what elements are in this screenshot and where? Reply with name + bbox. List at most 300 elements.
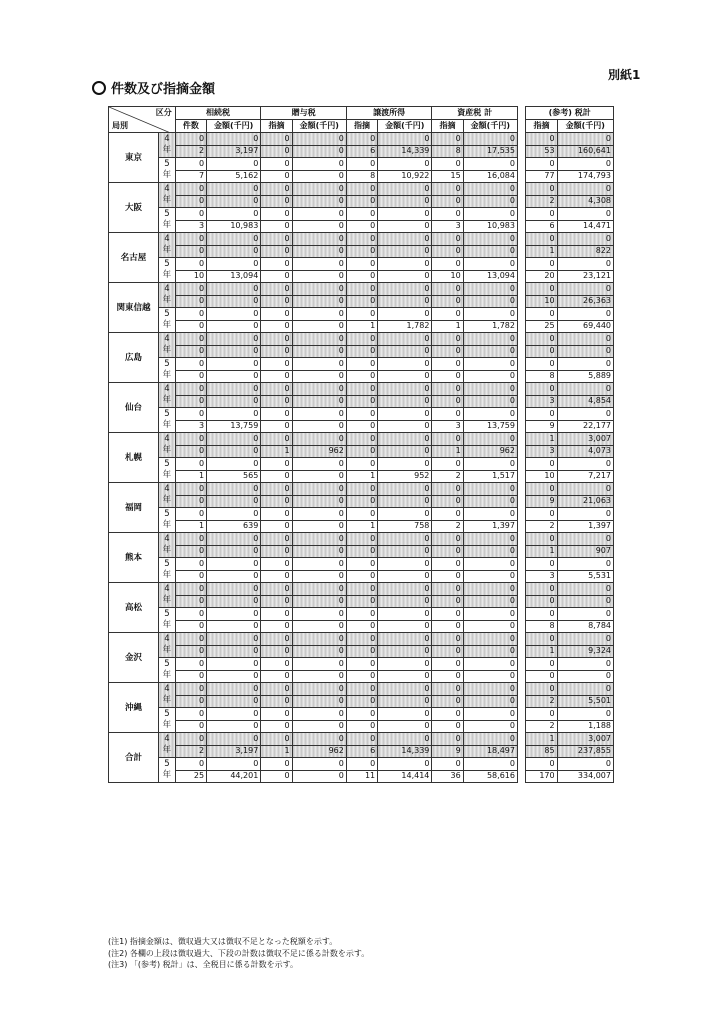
gap (517, 183, 525, 196)
amount-cell: 0 (207, 570, 261, 583)
count-cell: 0 (346, 208, 377, 221)
count-cell: 0 (526, 333, 557, 346)
count-cell: 0 (346, 245, 377, 258)
count-cell: 0 (526, 558, 557, 571)
count-cell: 0 (175, 633, 206, 646)
amount-cell: 0 (207, 133, 261, 146)
amount-cell: 0 (557, 708, 613, 721)
count-cell: 0 (175, 645, 206, 658)
count-cell: 0 (261, 233, 292, 246)
amount-cell: 0 (292, 345, 346, 358)
count-cell: 0 (346, 258, 377, 271)
count-cell: 0 (432, 533, 463, 546)
count-cell: 3 (526, 445, 557, 458)
amount-cell: 0 (378, 233, 432, 246)
amount-cell: 0 (292, 133, 346, 146)
table-row (109, 770, 614, 783)
year-5-label: 5 年 (159, 408, 176, 433)
table-row (109, 558, 614, 571)
table-row (109, 433, 614, 446)
amount-cell: 0 (463, 408, 517, 421)
amount-cell: 0 (378, 595, 432, 608)
count-cell: 0 (346, 558, 377, 571)
count-cell: 0 (261, 220, 292, 233)
count-cell: 0 (346, 570, 377, 583)
amount-cell: 0 (378, 395, 432, 408)
year-5-label: 5 年 (159, 708, 176, 733)
gap (517, 295, 525, 308)
count-cell: 0 (432, 333, 463, 346)
count-cell: 0 (346, 483, 377, 496)
gap (517, 620, 525, 633)
table-row (109, 195, 614, 208)
amount-cell: 0 (207, 283, 261, 296)
count-cell: 0 (432, 595, 463, 608)
amount-cell: 0 (463, 595, 517, 608)
amount-cell: 0 (207, 558, 261, 571)
count-cell: 0 (526, 208, 557, 221)
amount-cell: 0 (207, 633, 261, 646)
year-5-label: 5 年 (159, 658, 176, 683)
count-cell: 1 (175, 470, 206, 483)
count-cell: 0 (175, 733, 206, 746)
count-cell: 0 (261, 283, 292, 296)
amount-cell: 0 (292, 283, 346, 296)
amount-cell: 0 (292, 558, 346, 571)
table-row (109, 458, 614, 471)
table-row (109, 508, 614, 521)
amount-cell: 0 (378, 208, 432, 221)
count-cell: 0 (346, 583, 377, 596)
amount-cell: 0 (378, 195, 432, 208)
amount-cell: 0 (378, 645, 432, 658)
table-row (109, 370, 614, 383)
amount-cell: 0 (292, 758, 346, 771)
table-row (109, 220, 614, 233)
table-row (109, 495, 614, 508)
year-5-label: 5 年 (159, 558, 176, 583)
count-cell: 0 (175, 208, 206, 221)
count-cell: 0 (432, 570, 463, 583)
count-cell: 0 (261, 533, 292, 546)
count-cell: 25 (175, 770, 206, 783)
amount-cell: 0 (463, 658, 517, 671)
count-cell: 0 (346, 445, 377, 458)
count-cell: 0 (261, 308, 292, 321)
amount-cell: 0 (463, 633, 517, 646)
year-4-label: 4 年 (159, 383, 176, 408)
count-cell: 0 (261, 170, 292, 183)
amount-cell: 0 (207, 445, 261, 458)
amount-cell: 1,517 (463, 470, 517, 483)
count-cell: 1 (346, 470, 377, 483)
amount-cell: 0 (292, 470, 346, 483)
count-cell: 1 (526, 645, 557, 658)
amount-cell: 0 (557, 358, 613, 371)
amount-cell: 0 (557, 658, 613, 671)
count-cell: 0 (175, 658, 206, 671)
amount-cell: 10,983 (207, 220, 261, 233)
gap (517, 483, 525, 496)
note-line: (注1) 指摘金額は、徴収過大又は徴収不足となった税額を示す。 (108, 937, 338, 946)
count-cell: 2 (526, 520, 557, 533)
count-cell: 0 (526, 583, 557, 596)
amount-cell: 0 (207, 245, 261, 258)
count-cell: 8 (432, 145, 463, 158)
count-cell: 0 (261, 433, 292, 446)
count-cell: 0 (175, 570, 206, 583)
amount-cell: 0 (463, 495, 517, 508)
amount-cell: 0 (292, 508, 346, 521)
count-cell: 0 (346, 620, 377, 633)
count-cell: 0 (261, 733, 292, 746)
count-cell: 0 (432, 258, 463, 271)
gap (517, 345, 525, 358)
amount-cell: 0 (557, 383, 613, 396)
year-5-label: 5 年 (159, 608, 176, 633)
sub-header: 指摘 (432, 120, 463, 133)
count-cell: 15 (432, 170, 463, 183)
count-cell: 0 (346, 720, 377, 733)
amount-cell: 5,162 (207, 170, 261, 183)
amount-cell: 0 (463, 695, 517, 708)
count-cell: 0 (432, 358, 463, 371)
table-row (109, 720, 614, 733)
count-cell: 0 (526, 233, 557, 246)
amount-cell: 0 (463, 133, 517, 146)
amount-cell: 0 (292, 545, 346, 558)
amount-cell: 0 (378, 758, 432, 771)
amount-cell: 0 (463, 370, 517, 383)
amount-cell: 962 (463, 445, 517, 458)
count-cell: 0 (175, 408, 206, 421)
count-cell: 1 (526, 245, 557, 258)
amount-cell: 0 (557, 283, 613, 296)
count-cell: 0 (346, 595, 377, 608)
year-5-label: 5 年 (159, 758, 176, 783)
amount-cell: 0 (207, 708, 261, 721)
bureau-name: 広島 (109, 333, 159, 383)
table-row (109, 645, 614, 658)
amount-cell: 0 (207, 495, 261, 508)
count-cell: 0 (346, 645, 377, 658)
count-cell: 1 (526, 433, 557, 446)
count-cell: 0 (432, 483, 463, 496)
amount-cell: 0 (557, 158, 613, 171)
bureau-name: 関東信越 (109, 283, 159, 333)
count-cell: 0 (432, 620, 463, 633)
table-row (109, 583, 614, 596)
amount-cell: 8,784 (557, 620, 613, 633)
group-header: 譲渡所得 (346, 107, 432, 120)
count-cell: 0 (432, 308, 463, 321)
count-cell: 0 (261, 333, 292, 346)
audit-table (108, 106, 614, 783)
amount-cell: 0 (292, 183, 346, 196)
amount-cell: 0 (207, 370, 261, 383)
amount-cell: 0 (292, 583, 346, 596)
amount-cell: 0 (463, 245, 517, 258)
amount-cell: 0 (378, 295, 432, 308)
count-cell: 2 (175, 145, 206, 158)
count-cell: 0 (175, 308, 206, 321)
count-cell: 0 (432, 433, 463, 446)
amount-cell: 0 (292, 708, 346, 721)
count-cell: 0 (175, 445, 206, 458)
bureau-name: 合計 (109, 733, 159, 783)
amount-cell: 0 (378, 133, 432, 146)
count-cell: 10 (526, 470, 557, 483)
year-5-label: 5 年 (159, 158, 176, 183)
gap (517, 395, 525, 408)
year-4-label: 4 年 (159, 683, 176, 708)
amount-cell: 58,616 (463, 770, 517, 783)
amount-cell: 1,782 (463, 320, 517, 333)
count-cell: 0 (432, 545, 463, 558)
kubun-label: 区分 (155, 108, 172, 117)
amount-cell: 962 (292, 745, 346, 758)
amount-cell: 0 (463, 483, 517, 496)
amount-cell: 0 (378, 683, 432, 696)
amount-cell: 0 (378, 608, 432, 621)
gap (517, 283, 525, 296)
count-cell: 10 (432, 270, 463, 283)
table-row (109, 658, 614, 671)
amount-cell: 0 (292, 295, 346, 308)
year-5-label: 5 年 (159, 358, 176, 383)
count-cell: 36 (432, 770, 463, 783)
gap (517, 370, 525, 383)
amount-cell: 26,363 (557, 295, 613, 308)
count-cell: 170 (526, 770, 557, 783)
amount-cell: 0 (207, 758, 261, 771)
count-cell: 85 (526, 745, 557, 758)
amount-cell: 0 (463, 333, 517, 346)
count-cell: 8 (526, 370, 557, 383)
count-cell: 0 (346, 358, 377, 371)
count-cell: 7 (175, 170, 206, 183)
sub-header: 金額(千円) (557, 120, 613, 133)
count-cell: 0 (261, 420, 292, 433)
amount-cell: 0 (557, 595, 613, 608)
gap (517, 170, 525, 183)
count-cell: 0 (261, 270, 292, 283)
count-cell: 0 (261, 345, 292, 358)
count-cell: 0 (346, 533, 377, 546)
count-cell: 0 (346, 545, 377, 558)
amount-cell: 0 (378, 445, 432, 458)
year-4-label: 4 年 (159, 433, 176, 458)
count-cell: 0 (346, 495, 377, 508)
count-cell: 0 (175, 545, 206, 558)
amount-cell: 0 (463, 233, 517, 246)
gap (517, 683, 525, 696)
gap (517, 358, 525, 371)
count-cell: 0 (346, 308, 377, 321)
year-5-label: 5 年 (159, 458, 176, 483)
year-4-label: 4 年 (159, 133, 176, 158)
count-cell: 0 (526, 158, 557, 171)
count-cell: 0 (175, 483, 206, 496)
amount-cell: 0 (207, 208, 261, 221)
amount-cell: 0 (292, 770, 346, 783)
amount-cell: 0 (207, 395, 261, 408)
count-cell: 0 (432, 383, 463, 396)
amount-cell: 3,007 (557, 433, 613, 446)
gap (517, 695, 525, 708)
table-row (109, 483, 614, 496)
count-cell: 0 (526, 183, 557, 196)
count-cell: 0 (175, 258, 206, 271)
table-row (109, 233, 614, 246)
count-cell: 0 (175, 333, 206, 346)
bureau-name: 大阪 (109, 183, 159, 233)
amount-cell: 4,308 (557, 195, 613, 208)
table-row (109, 633, 614, 646)
amount-cell: 0 (207, 620, 261, 633)
count-cell: 0 (261, 683, 292, 696)
count-cell: 0 (526, 683, 557, 696)
amount-cell: 0 (378, 483, 432, 496)
amount-cell: 0 (378, 333, 432, 346)
count-cell: 0 (346, 345, 377, 358)
amount-cell: 0 (463, 295, 517, 308)
amount-cell: 0 (378, 358, 432, 371)
amount-cell: 0 (463, 720, 517, 733)
count-cell: 0 (526, 408, 557, 421)
count-cell: 0 (432, 508, 463, 521)
table-row (109, 170, 614, 183)
amount-cell: 1,397 (463, 520, 517, 533)
count-cell: 0 (175, 283, 206, 296)
amount-cell: 9,324 (557, 645, 613, 658)
count-cell: 0 (346, 458, 377, 471)
amount-cell: 0 (463, 508, 517, 521)
gap (517, 770, 525, 783)
amount-cell: 0 (378, 695, 432, 708)
year-4-label: 4 年 (159, 633, 176, 658)
count-cell: 3 (432, 220, 463, 233)
count-cell: 0 (175, 608, 206, 621)
count-cell: 0 (261, 258, 292, 271)
count-cell: 0 (432, 495, 463, 508)
amount-cell: 10,983 (463, 220, 517, 233)
count-cell: 0 (175, 683, 206, 696)
gap (517, 420, 525, 433)
amount-cell: 0 (292, 145, 346, 158)
table-row (109, 520, 614, 533)
table-row (109, 608, 614, 621)
amount-cell: 0 (292, 258, 346, 271)
table-row (109, 283, 614, 296)
count-cell: 2 (526, 195, 557, 208)
amount-cell: 0 (207, 158, 261, 171)
count-cell: 0 (346, 670, 377, 683)
table-row (109, 245, 614, 258)
table-row (109, 470, 614, 483)
table-row (109, 295, 614, 308)
amount-cell: 0 (378, 183, 432, 196)
gap (517, 195, 525, 208)
amount-cell: 0 (207, 483, 261, 496)
amount-cell: 0 (378, 733, 432, 746)
count-cell: 0 (526, 533, 557, 546)
table-row (109, 345, 614, 358)
amount-cell: 0 (292, 533, 346, 546)
group-header: 資産税 計 (432, 107, 518, 120)
count-cell: 0 (346, 183, 377, 196)
count-cell: 53 (526, 145, 557, 158)
count-cell: 0 (175, 370, 206, 383)
amount-cell: 0 (378, 533, 432, 546)
year-5-label: 5 年 (159, 208, 176, 233)
gap (517, 145, 525, 158)
count-cell: 9 (432, 745, 463, 758)
table-row (109, 695, 614, 708)
gap (517, 445, 525, 458)
count-cell: 0 (346, 195, 377, 208)
sub-header: 金額(千円) (292, 120, 346, 133)
count-cell: 0 (346, 370, 377, 383)
table-row (109, 620, 614, 633)
count-cell: 0 (261, 133, 292, 146)
count-cell: 0 (526, 283, 557, 296)
count-cell: 25 (526, 320, 557, 333)
count-cell: 0 (346, 233, 377, 246)
count-cell: 0 (526, 258, 557, 271)
amount-cell: 0 (292, 670, 346, 683)
count-cell: 0 (432, 558, 463, 571)
count-cell: 0 (526, 595, 557, 608)
gap (517, 720, 525, 733)
amount-cell: 13,759 (207, 420, 261, 433)
count-cell: 0 (175, 695, 206, 708)
count-cell: 0 (261, 770, 292, 783)
count-cell: 0 (432, 583, 463, 596)
count-cell: 0 (261, 458, 292, 471)
year-4-label: 4 年 (159, 733, 176, 758)
year-4-label: 4 年 (159, 333, 176, 358)
bureau-name: 沖縄 (109, 683, 159, 733)
count-cell: 0 (526, 608, 557, 621)
amount-cell: 174,793 (557, 170, 613, 183)
count-cell: 10 (175, 270, 206, 283)
table-row (109, 545, 614, 558)
amount-cell: 0 (292, 195, 346, 208)
count-cell: 0 (175, 395, 206, 408)
count-cell: 0 (346, 420, 377, 433)
count-cell: 0 (261, 383, 292, 396)
count-cell: 0 (175, 595, 206, 608)
amount-cell: 0 (207, 720, 261, 733)
amount-cell: 0 (292, 595, 346, 608)
amount-cell: 4,854 (557, 395, 613, 408)
amount-cell: 0 (378, 620, 432, 633)
count-cell: 0 (432, 708, 463, 721)
circle-bullet-icon (92, 81, 106, 95)
amount-cell: 0 (207, 433, 261, 446)
amount-cell: 0 (557, 133, 613, 146)
count-cell: 0 (261, 595, 292, 608)
count-cell: 0 (261, 395, 292, 408)
count-cell: 0 (175, 495, 206, 508)
count-cell: 0 (526, 758, 557, 771)
count-cell: 0 (175, 533, 206, 546)
amount-cell: 0 (292, 408, 346, 421)
amount-cell: 5,889 (557, 370, 613, 383)
count-cell: 0 (526, 483, 557, 496)
count-cell: 0 (261, 670, 292, 683)
